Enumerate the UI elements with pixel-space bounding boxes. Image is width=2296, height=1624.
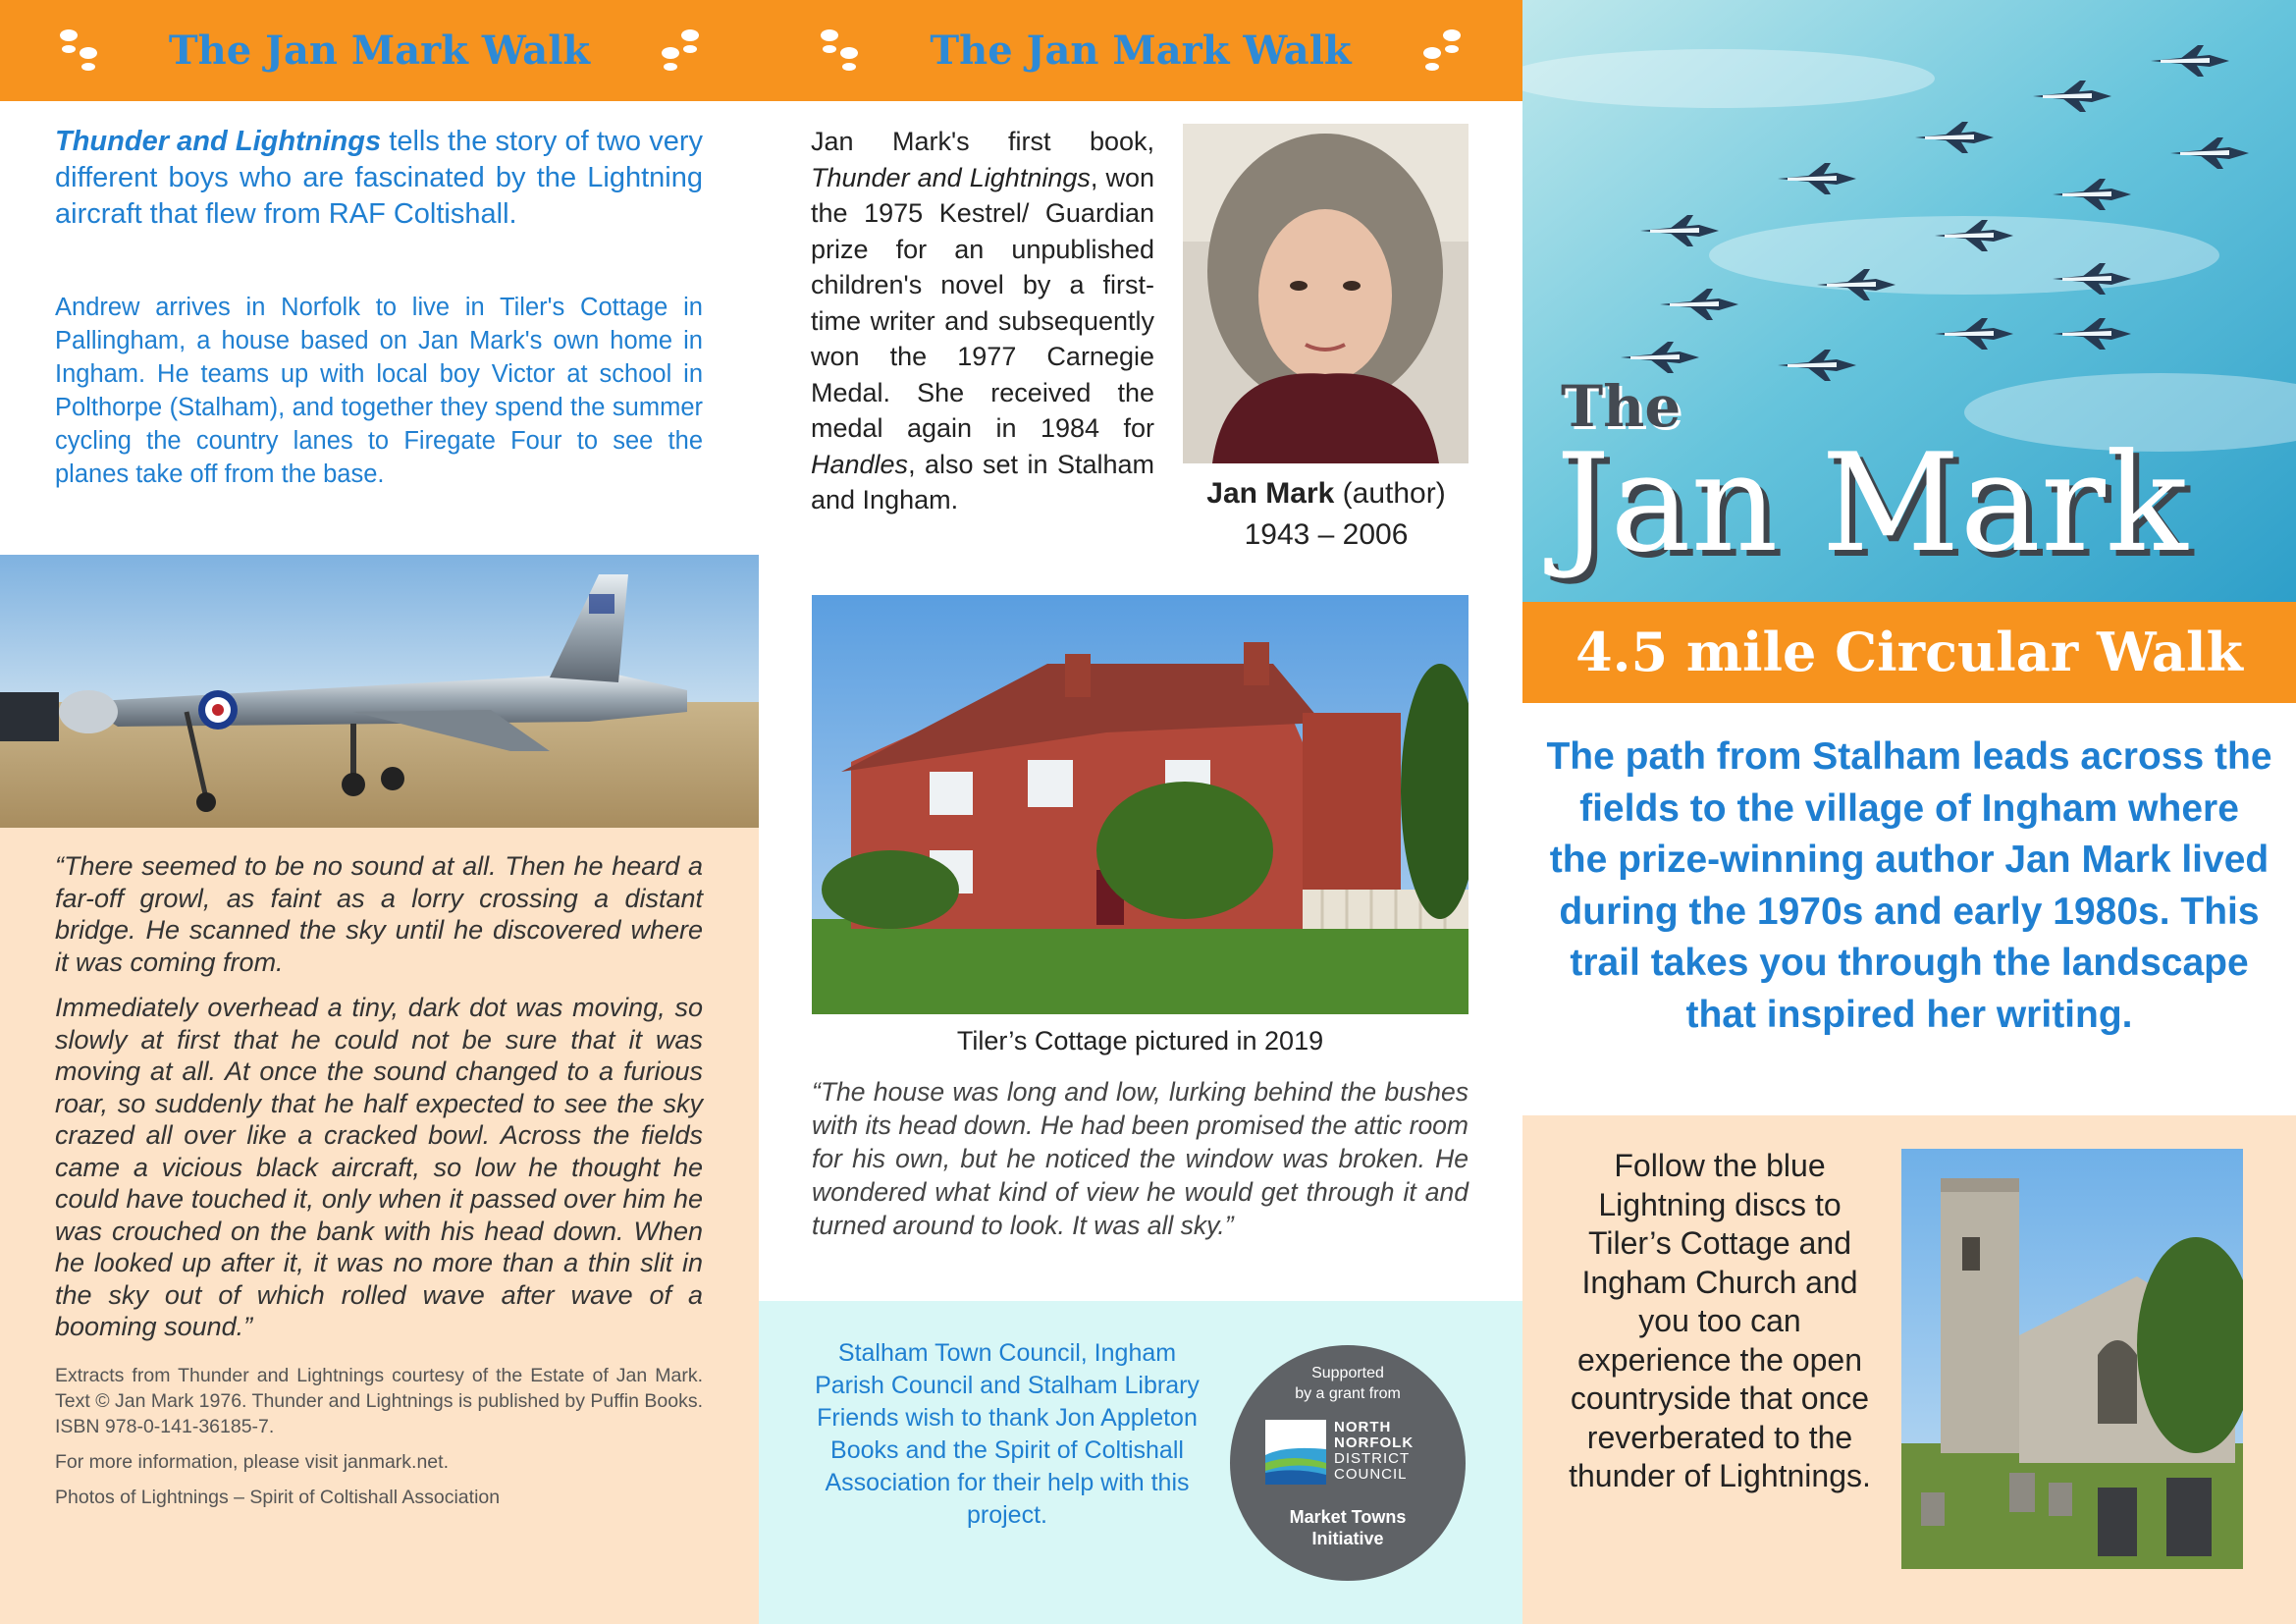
badge-line-2: by a grant from (1295, 1385, 1401, 1402)
author-caption (1174, 473, 1478, 556)
intro-text: tells the story of two very different boys who are fascinated by the Lightning aircraft that flew from RAF Coltishall. (55, 126, 704, 230)
header-mid (759, 0, 1522, 101)
quote-paragraph-2: Immediately overhead a tiny, dark dot was moving, so slowly at first that he could not be sure that it was moving at all. At once the sound changed to a furious roar, so suddenly that he half expected to see the sky crazed all over like a cracked bowl. Across the fields came a vicious black aircraft, so low he thought he could have touched it, only when it passed over him he was crouched on the bank with his head down. When he looked up after it, it was no more than a thin slit in the sky out of which rolled wave after wave of a booming sound.” (55, 993, 703, 1341)
badge-line-1: Supported (1311, 1365, 1384, 1381)
follow-text: Follow the blue Lightning discs to Tiler’s Cottage and Ingham Church and you too can experience the open countryside that once reverberated to the thunder of Lightnings. (1569, 1148, 1871, 1493)
council-name-1: NORTH (1334, 1419, 1392, 1435)
author-portrait (1183, 124, 1468, 463)
council-logo-icon (1265, 1420, 1326, 1485)
walk-description: The path from Stalham leads across the fields to the village of Ingham where the prize-winning author Jan Mark lived during the 1970s and early 1980s. This trail takes you through the landscape that inspired her writing. (1546, 735, 2272, 1036)
ingham-church-photo (1901, 1149, 2243, 1569)
book-title: Thunder and Lightnings (811, 162, 1091, 192)
header-title: The Jan Mark Walk (168, 27, 591, 74)
grant-badge (1230, 1345, 1466, 1581)
book-title: Thunder and Lightnings (55, 126, 382, 157)
footprints-icon (812, 24, 867, 79)
bio-text: , won the 1975 Kestrel/ Guardian prize for an unpublished children's novel by a first-time writer and subsequently won the 1977 Carnegie Medal. She received the medal again in 1984 for (811, 162, 1154, 443)
credits-text: Extracts from Thunder and Lightnings courtesy of the Estate of Jan Mark. Text © Jan Mark 1976. Thunder and Lightnings is published by Puffin Books. ISBN 978-0-141-36185-7. (55, 1364, 703, 1437)
bio-text: , also set in Stalham and Ingham. (811, 449, 1154, 514)
website-text: For more information, please visit janmark.net. (55, 1450, 449, 1473)
bio-paragraph (811, 124, 1154, 518)
photo-credit: Photos of Lightnings – Spirit of Coltishall Association (55, 1486, 501, 1508)
story-paragraph: Andrew arrives in Norfolk to live in Tiler's Cottage in Pallingham, a house based on Jan Mark's own home in Ingham. He teams up with local boy Victor at school in Polthorpe (Stalham), and together they spend the summer cycling the country lanes to Firegate Four to see the planes take off from the base. (55, 294, 703, 488)
quote-paragraph-1: “There seemed to be no sound at all. Then he heard a far-off growl, as faint as a lorry crossing a distant bridge. He scanned the sky until he discovered where it was coming from. (55, 851, 703, 977)
author-name: Jan Mark (1206, 477, 1335, 510)
council-name-2: NORFOLK (1334, 1435, 1415, 1451)
lightning-jet-photo (0, 555, 759, 828)
cottage-caption: Tiler’s Cottage pictured in 2019 (956, 1026, 1324, 1056)
book-title: Handles (811, 449, 909, 479)
header-left (0, 0, 759, 101)
badge-footer-2: Initiative (1311, 1529, 1384, 1548)
footprints-icon (653, 24, 708, 79)
bio-text: Jan Mark's first book, (811, 127, 1154, 156)
footprints-icon (51, 24, 106, 79)
title-the: The (1561, 373, 1682, 440)
cottage-quote: “The house was long and low, lurking behind the bushes with its head down. He had been promised the attic room for his own, but he noticed the window was broken. He wondered what kind of view he would get through it and turned around to look. It was all sky.” (812, 1077, 1468, 1240)
header-title: The Jan Mark Walk (930, 27, 1352, 74)
author-role: (author) (1334, 477, 1446, 510)
badge-footer-1: Market Towns (1289, 1507, 1407, 1527)
footprints-icon (1415, 24, 1469, 79)
thanks-text: Stalham Town Council, Ingham Parish Council and Stalham Library Friends wish to thank Jon Appleton Books and the Spirit of Coltishall Association for their help with this project. (815, 1339, 1200, 1529)
quote-block (55, 850, 703, 1510)
tilers-cottage-photo (812, 595, 1468, 1014)
walk-distance: 4.5 mile Circular Walk (1575, 621, 2243, 683)
council-name-3: DISTRICT (1334, 1450, 1411, 1467)
intro-paragraph (55, 124, 703, 233)
council-name-4: COUNCIL (1334, 1466, 1408, 1483)
walk-banner (1522, 602, 2296, 703)
author-dates: 1943 – 2006 (1244, 518, 1409, 551)
title-main: Jan Mark (1556, 424, 2188, 582)
